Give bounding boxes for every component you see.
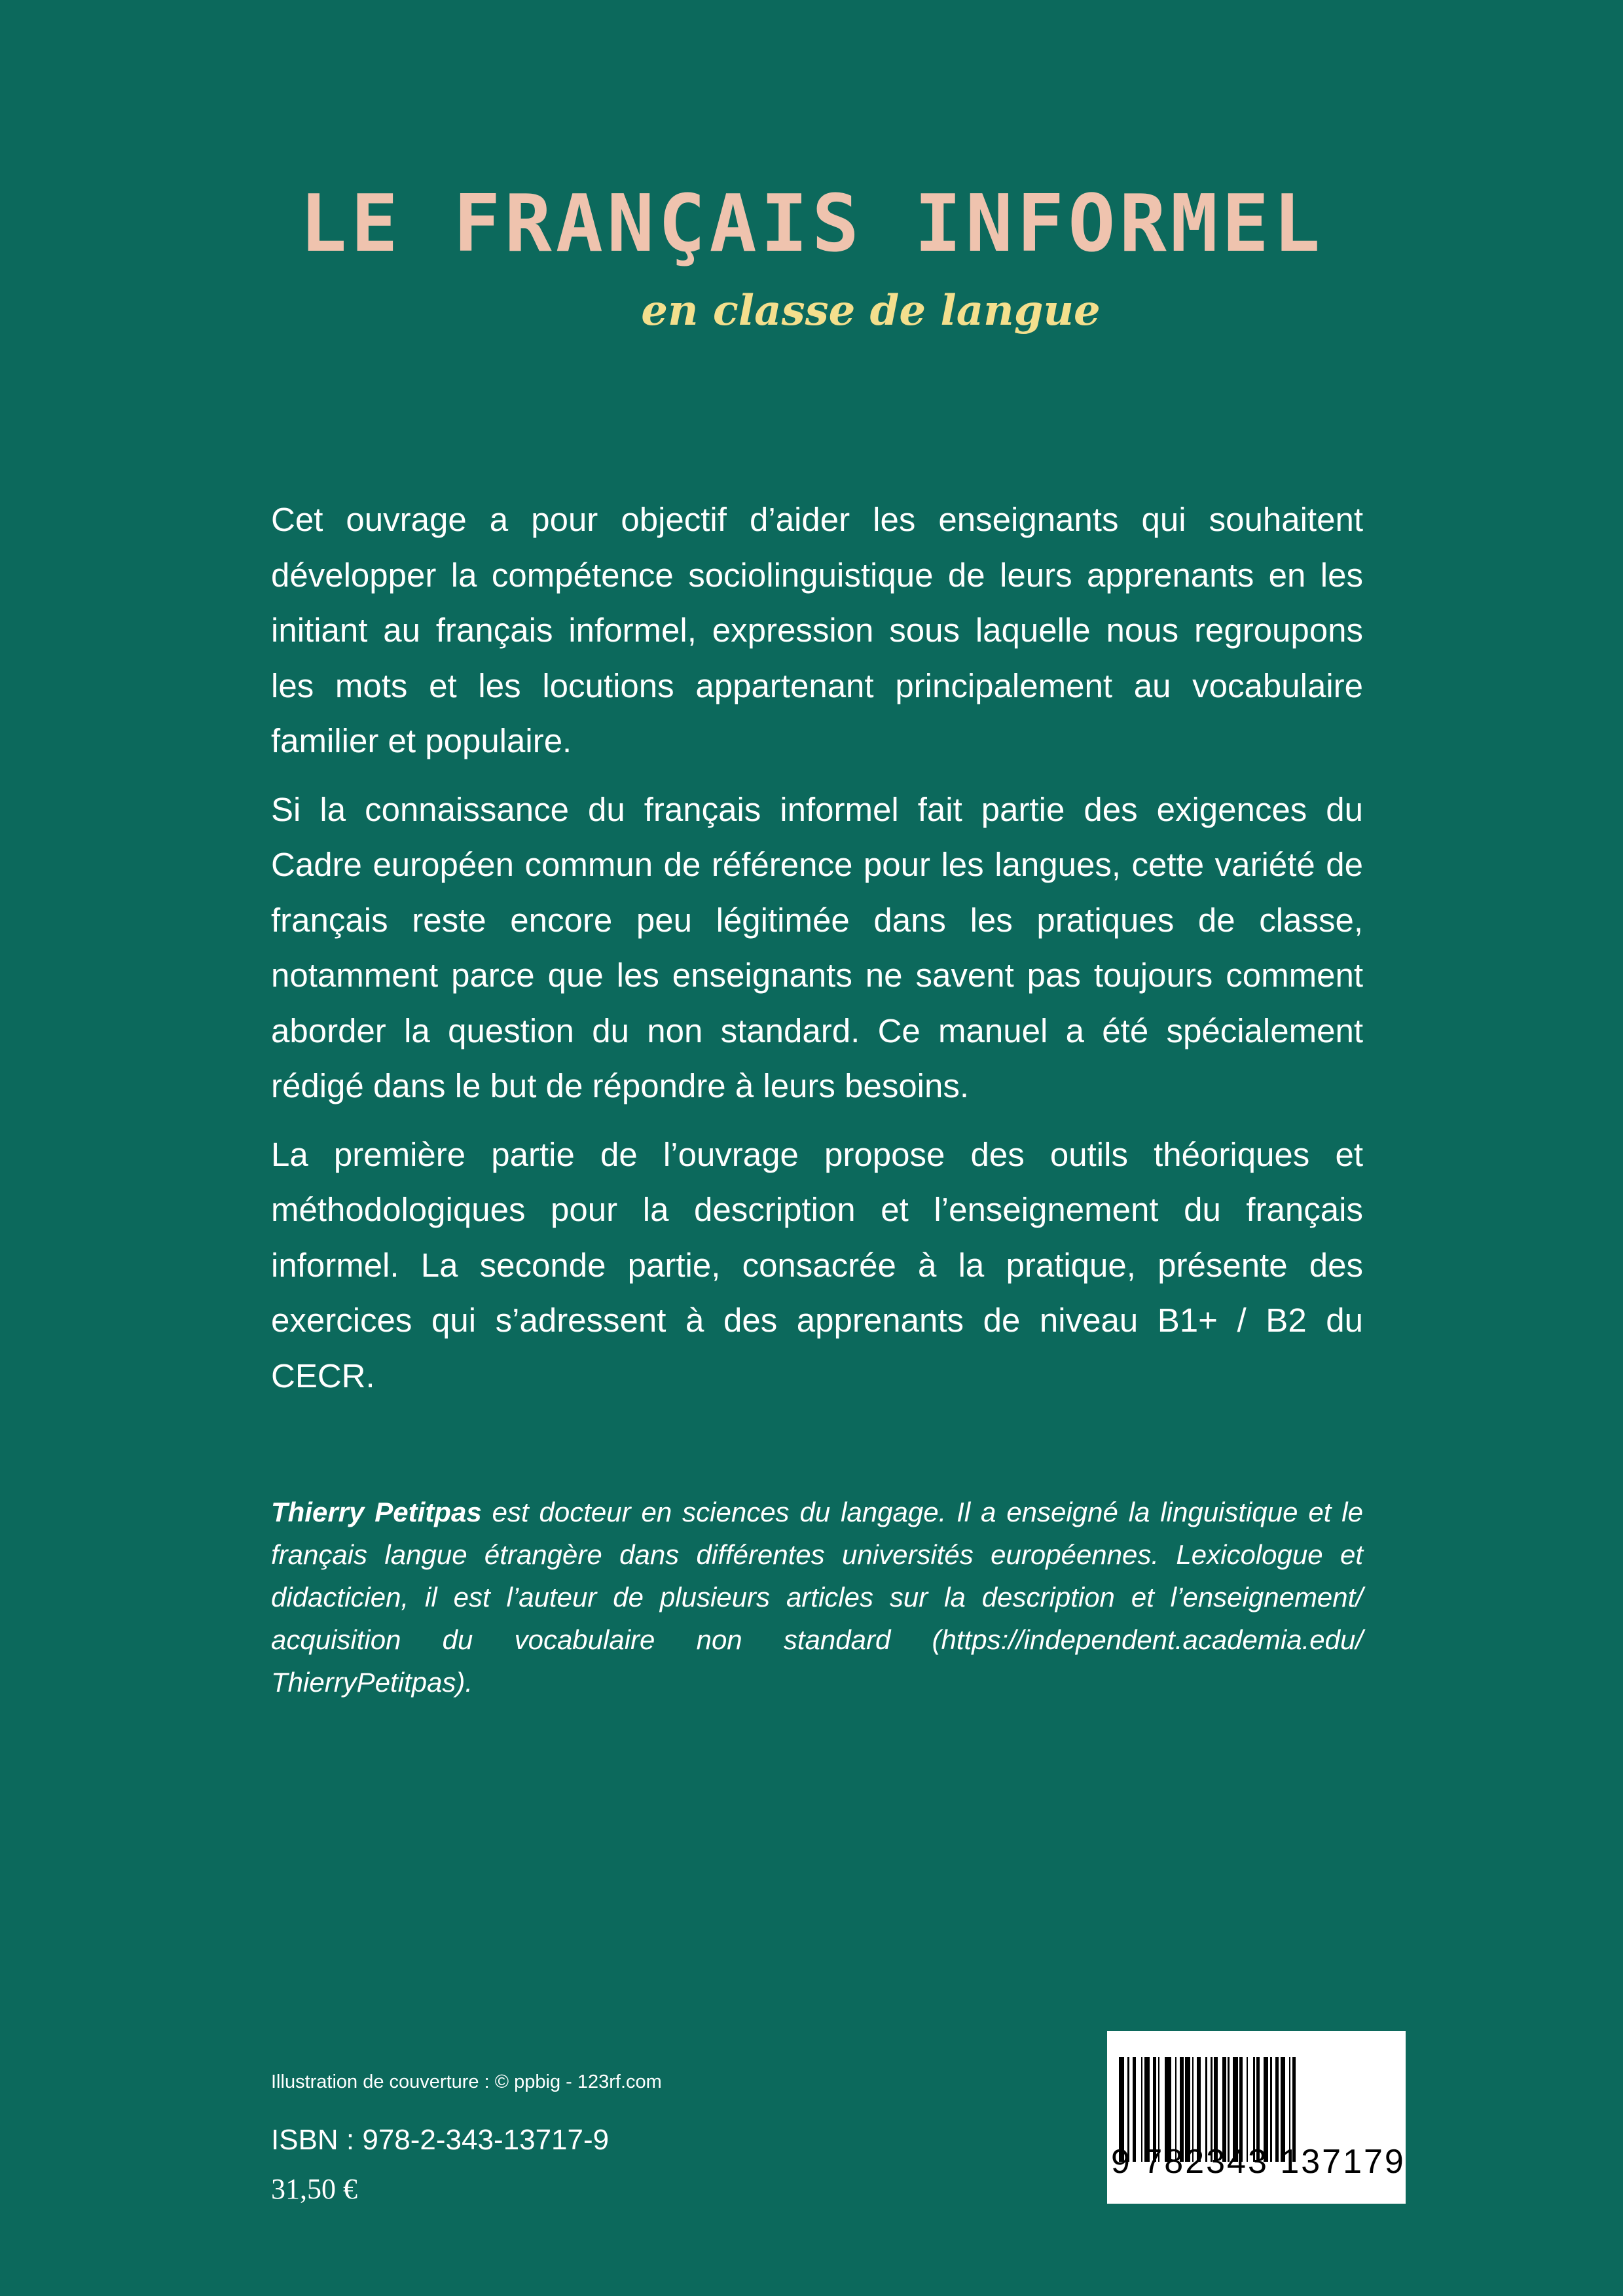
book-title: LE FRANÇAIS INFORMEL	[299, 179, 1324, 270]
barcode-digits: 9 782343 137179	[1111, 2143, 1406, 2181]
isbn: ISBN : 978-2-343-13717-9	[271, 2124, 610, 2156]
summary-paragraph: Si la connaissance du français informel fait partie des exigences du Cadre européen commun de référence pour les langues, cette variété de français reste encore peu légitimée dans les pratiques de classe, notamment parce que les enseignants ne savent pas toujours comment aborder la question du non standard. Ce manuel a été spécialement rédigé dans le but de répondre à leurs besoins.	[271, 790, 1363, 1104]
summary-paragraph: La première partie de l’ouvrage propose des outils théoriques et méthodologiques pour la description et l’enseignement du français informel. La seconde partie, consacrée à la pratique, présente des exercices qui s’adressent à des apprenants de niveau B1+ / B2 du CECR.	[271, 1135, 1363, 1394]
barcode	[1107, 2031, 1406, 2204]
summary-paragraph: Cet ouvrage a pour objectif d’aider les enseignants qui souhaitent développer la compétence sociolinguistique de leurs apprenants en les initiant au français informel, expression sous laquelle nous regroupons les mots et les locutions appartenant principalement au vocabulaire familier et populaire.	[271, 501, 1363, 759]
illustration-credit: Illustration de couverture : © ppbig - 123rf.com	[271, 2071, 662, 2092]
summary	[271, 492, 1363, 1417]
author-bio	[271, 1491, 1363, 1704]
book-subtitle: en classe de langue	[641, 286, 1101, 335]
price: 31,50 €	[271, 2173, 357, 2205]
author-name: Thierry Petitpas	[271, 1497, 482, 1527]
author-bio-text: est docteur en sciences du langage. Il a enseigné la linguistique et le français langue étrangère dans différentes universités européennes. Lexicologue et didacticien, il est l’auteur de plusieurs articles sur la description et l’enseignement/ acquisition du vocabulaire non standard (https://independent.academia.edu/ ThierryPetitpas).	[271, 1497, 1363, 1698]
